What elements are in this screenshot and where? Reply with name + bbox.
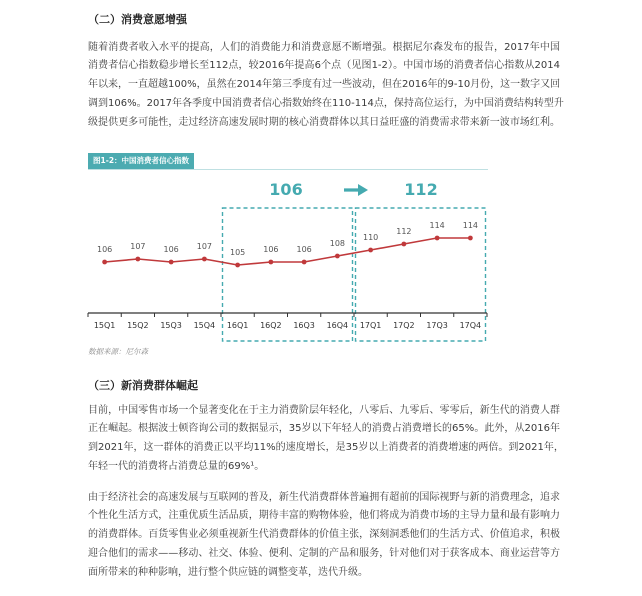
highlight-box xyxy=(223,208,353,341)
data-point xyxy=(135,257,140,262)
data-point xyxy=(235,263,240,268)
text-line: 目前，中国零售市场一个显著变化在于主力消费阶层年轻化，八零后、九零后、零零后，新生代的消费人群 xyxy=(88,404,560,416)
figure-rule xyxy=(88,169,488,170)
paragraph xyxy=(88,39,564,133)
data-label: 114 xyxy=(429,221,445,230)
text-line: 由于经济社会的高速发展与互联网的普及，新生代消费群体普遍拥有超前的国际视野与新的消费理念，追求 xyxy=(88,491,560,503)
data-label: 114 xyxy=(462,221,479,230)
x-tick-label: 16Q1 xyxy=(226,321,249,330)
data-label: 106 xyxy=(96,245,113,254)
x-tick-label: 17Q1 xyxy=(359,321,382,330)
data-point xyxy=(268,260,273,265)
data-point xyxy=(202,257,207,262)
x-tick-label: 15Q4 xyxy=(193,321,216,330)
data-point xyxy=(401,242,406,247)
text-line: 迎合他们的需求——移动、社交、体验、便利、定制的产品和服务，针对他们对于获客成本、商业运营等方 xyxy=(88,547,560,559)
text-line: 年以来，一直超越100%，虽然在2014年第三季度有过一些波动，但在2016年的9-10月份，这一数字又回 xyxy=(88,79,561,91)
data-point xyxy=(169,260,174,265)
data-point xyxy=(468,236,473,241)
highlight-box xyxy=(356,208,486,341)
section-heading: （二）消费意愿增强 xyxy=(88,13,187,26)
paragraph xyxy=(88,489,560,583)
data-label: 112 xyxy=(396,227,412,236)
data-label: 107 xyxy=(196,242,213,251)
text-line: 年轻一代的消费将占消费总量的69%¹。 xyxy=(88,460,265,472)
data-label: 105 xyxy=(229,248,246,257)
data-point xyxy=(435,236,440,241)
data-label: 110 xyxy=(362,233,379,242)
text-line: 调到106%。2017年各季度中国消费者信心指数始终在110-114点，保持高位运行，为中国消费结构转型升 xyxy=(88,97,564,109)
x-tick-label: 17Q4 xyxy=(459,321,482,330)
data-label: 106 xyxy=(296,245,312,254)
data-label: 108 xyxy=(329,239,346,248)
figure-title: 图1-2：中国消费者信心指数 xyxy=(88,153,194,169)
text-line: 到2021年，这一群体的消费正以平均11%的速度增长，是35岁以上消费者的消费增速的两倍。到2021年， xyxy=(88,442,564,454)
text-line: 面所带来的种种影响，进行整个供应链的调整变革，迭代升级。 xyxy=(88,566,368,578)
data-label: 107 xyxy=(130,242,146,251)
x-tick-label: 16Q4 xyxy=(326,321,349,330)
data-point xyxy=(368,248,373,253)
x-tick-label: 15Q1 xyxy=(93,321,116,330)
series-line xyxy=(105,238,471,265)
text-line: 随着消费者收入水平的提高，人们的消费能力和消费意愿不断增强。根据尼尔森发布的报告，2017年中国 xyxy=(88,41,560,53)
figure-source: 数据来源：尼尔森 xyxy=(88,347,148,356)
data-point xyxy=(102,260,107,265)
data-label: 106 xyxy=(163,245,179,254)
text-line: 级提供更多可能性，走过经济高速发展时期的核心消费群体以其日益旺盛的消费需求带来新一波市场红利。 xyxy=(88,116,560,128)
x-tick-label: 17Q3 xyxy=(426,321,448,330)
data-point xyxy=(302,260,307,265)
text-line: 的消费群体。百货零售业必须重视新生代消费群体的价值主张，深刻洞悉他们的生活方式、价值追求，积极 xyxy=(88,529,560,541)
highlight-end-value: 112 xyxy=(404,180,438,199)
x-tick-label: 15Q2 xyxy=(127,321,149,330)
data-point xyxy=(335,254,340,259)
arrow-right-icon xyxy=(342,182,370,198)
section-heading: （三）新消费群体崛起 xyxy=(88,379,198,392)
x-tick-label: 16Q3 xyxy=(293,321,315,330)
x-tick-label: 17Q2 xyxy=(393,321,415,330)
paragraph xyxy=(88,402,564,477)
text-line: 个性化生活方式，注重优质生活品质，期待丰富的购物体验，他们将成为消费市场的主导力量和最有影响力 xyxy=(88,510,560,522)
text-line: 消费者信心指数稳步增长至112点，较2016年提高6个点（见图1-2）。中国市场的消费者信心指数从2014 xyxy=(88,60,560,72)
text-line: 正在崛起。根据波士顿咨询公司的数据显示，35岁以下年轻人的消费占消费增长的65%。此外，从2016年 xyxy=(88,423,560,435)
x-tick-label: 15Q3 xyxy=(160,321,182,330)
x-tick-label: 16Q2 xyxy=(260,321,282,330)
data-label: 106 xyxy=(263,245,279,254)
highlight-start-value: 106 xyxy=(269,180,303,199)
